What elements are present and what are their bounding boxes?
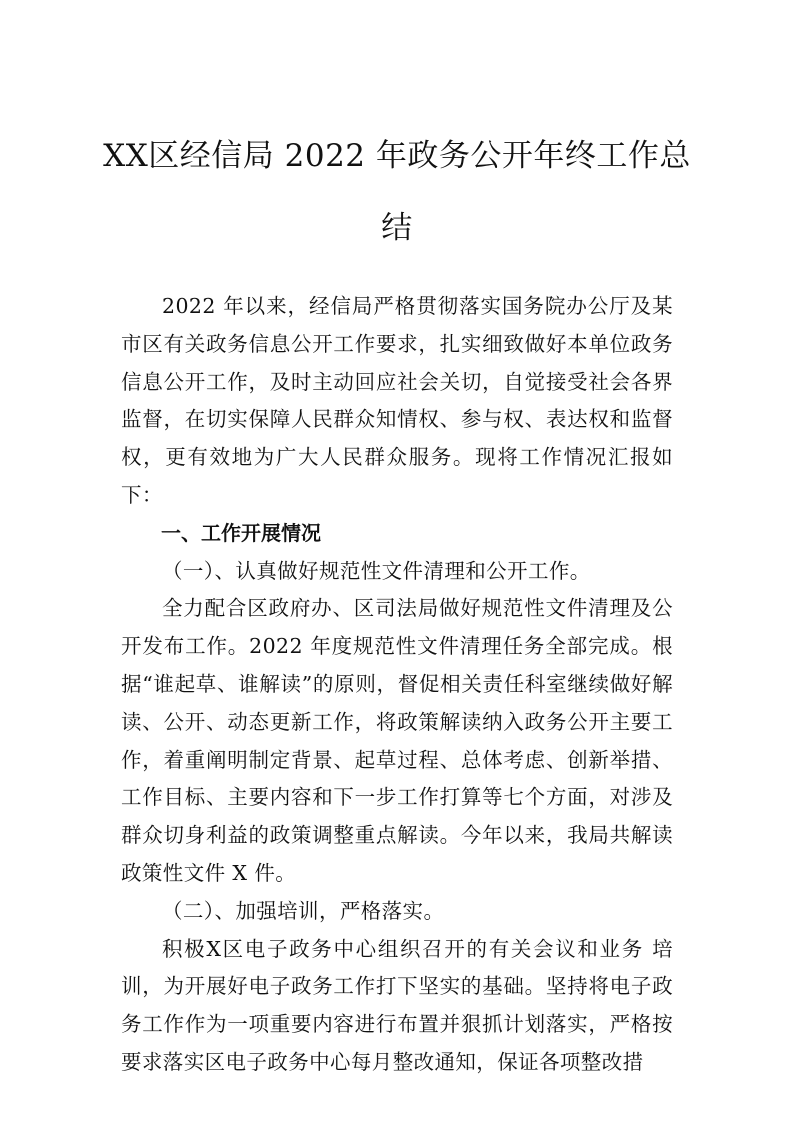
subsection-heading-1: （一）、认真做好规范性文件清理和公开工作。: [162, 558, 591, 583]
subsection-body-2: 积极X区电子政务中心组织召开的有关会议和业务 培训，为开展好电子政务工作打下坚实的基础。坚持将电子政务工作作为一项重要内容进行布置并狠抓计划落实，严格按要求落实区电子政务中心每月整改通知，保证各项整改措: [121, 936, 673, 1074]
document-title-line-1: XX区经信局 2022 年政务公开年终工作总: [103, 138, 691, 174]
document-title-line-2: 结: [381, 210, 413, 246]
subsection-heading-2: （二）、加强培训，严格落实。: [162, 898, 445, 923]
intro-paragraph: 2022 年以来，经信局严格贯彻落实国务院办公厅及某市区有关政务信息公开工作要求，扎实细致做好本单位政务信息公开工作，及时主动回应社会关切，自觉接受社会各界监督，在切实保障人民群众知情权、参与权、表达权和监督权，更有效地为广大人民群众服务。现将工作情况汇报如下：: [121, 294, 673, 507]
document-body: [121, 288, 673, 1082]
section-heading-1: 一、工作开展情况: [161, 520, 321, 545]
subsection-body-1: 全力配合区政府办、区司法局做好规范性文件清理及公开发布工作。2022 年度规范性文件清理任务全部完成。根据“谁起草、谁解读”的原则，督促相关责任科室继续做好解读、公开、动态更新工作，将政策解读纳入政务公开主要工作，着重阐明制定背景、起草过程、总体考虑、创新举措、 工作目标、主要内容和下一步工作打算等七个方面，对涉及群众切身利益的政策调整重点解读。今年以来，我局共解读政策性文件 X 件。: [121, 596, 673, 885]
